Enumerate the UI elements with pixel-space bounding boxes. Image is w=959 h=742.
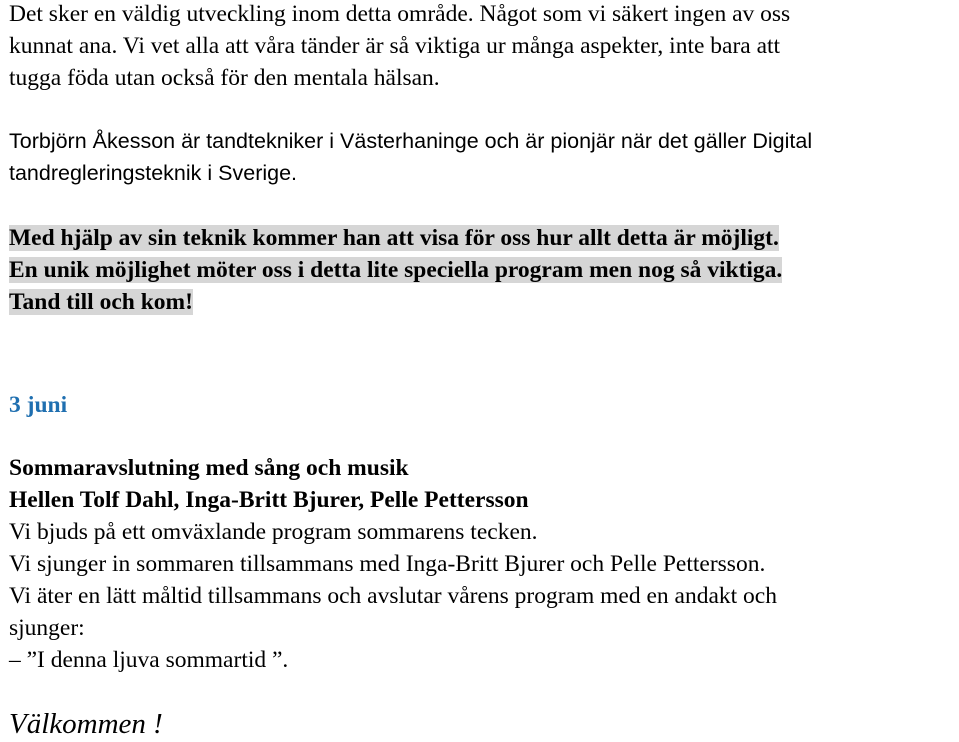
highlighted-line: En unik möjlighet möter oss i detta lite speciella program men nog så viktiga.	[9, 257, 783, 283]
presenter-line: tandregleringsteknik i Sverige.	[9, 161, 298, 185]
event-date-block	[9, 389, 67, 421]
event-description-line: Vi äter en lätt måltid tillsammans och avslutar vårens program med en andakt och	[9, 583, 777, 609]
event-performers: Hellen Tolf Dahl, Inga-Britt Bjurer, Pelle Pettersson	[9, 487, 529, 513]
intro-line: kunnat ana. Vi vet alla att våra tänder är så viktiga ur många aspekter, inte bara att	[9, 33, 781, 59]
closing-text: Välkommen !	[9, 708, 163, 740]
event-title: Sommaravslutning med sång och musik	[9, 455, 409, 481]
event-details	[9, 452, 777, 676]
event-description-line: – ”I denna ljuva sommartid ”.	[9, 647, 289, 673]
presenter-line: Torbjörn Åkesson är tandtekniker i Västerhaninge och är pionjär när det gäller Digital	[9, 129, 813, 153]
event-description-line: sjunger:	[9, 615, 85, 641]
presenter-paragraph	[9, 125, 812, 189]
event-date: 3 juni	[9, 392, 68, 418]
intro-line: Det sker en väldig utveckling inom detta område. Något som vi säkert ingen av oss	[9, 1, 791, 27]
highlighted-line: Tand till och kom!	[9, 289, 193, 315]
event-description-line: Vi bjuds på ett omväxlande program sommarens tecken.	[9, 519, 538, 545]
intro-line: tugga föda utan också för den mentala hälsan.	[9, 65, 440, 91]
event-description-line: Vi sjunger in sommaren tillsammans med Inga-Britt Bjurer och Pelle Pettersson.	[9, 551, 766, 577]
highlighted-paragraph	[9, 222, 782, 318]
highlighted-line: Med hjälp av sin teknik kommer han att visa för oss hur allt detta är möjligt.	[9, 225, 779, 251]
closing-block	[9, 706, 163, 742]
intro-paragraph	[9, 0, 790, 94]
